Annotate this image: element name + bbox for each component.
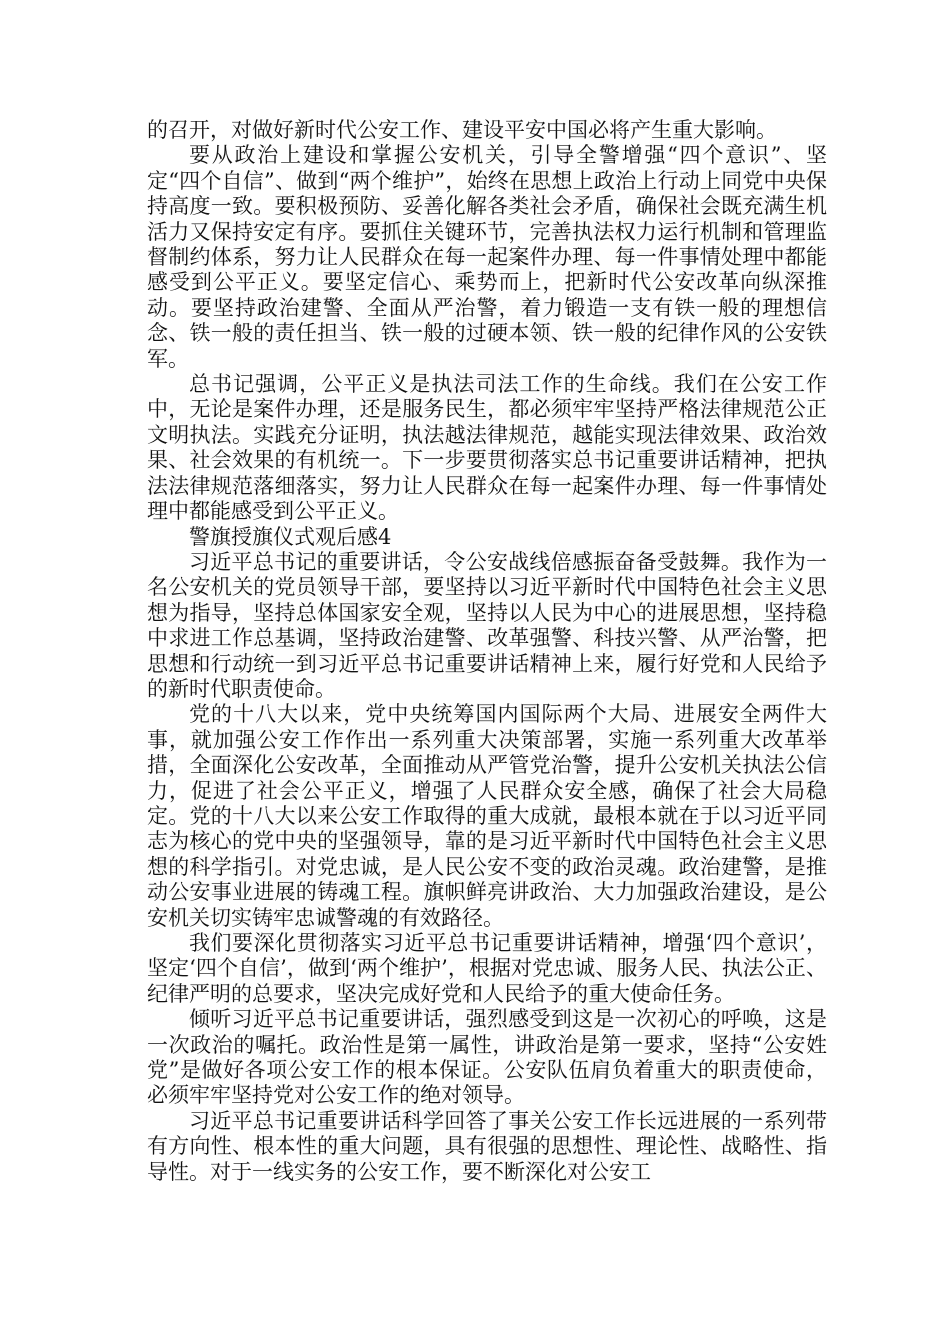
paragraph: 党的十八大以来，党中央统筹国内国际两个大局、进展安全两件大事，就加强公安工作作出一系列重大决策部署，实施一系列重大改革举措，全面深化公安改革，全面推动从严管党治警，提升公安机关执法公信力，促进了社会公平正义，增强了人民群众安全感，确保了社会大局稳定。党的十八大以来公安工作取得的重大成就，最根本就在于以习近平同志为核心的党中央的坚强领导，靠的是习近平新时代中国特色社会主义思想的科学指引。对党忠诚，是人民公安不变的政治灵魂。政治建警，是推动公安事业进展的铸魂工程。旗帜鲜亮讲政治、大力加强政治建设，是公安机关切实铸牢忠诚警魂的有效路径。	[147, 702, 827, 930]
paragraph: 要从政治上建设和掌握公安机关，引导全警增强“四个意识”、坚定“四个自信”、做到“两个维护”，始终在思想上政治上行动上同党中央保持高度一致。要积极预防、妥善化解各类社会矛盾，确保社会既充满生机活力又保持安定有序。要抓住关键环节，完善执法权力运行机制和管理监督制约体系，努力让人民群众在每一起案件办理、每一件事情处理中都能感受到公平正义。要坚定信心、乘势而上，把新时代公安改革向纵深推动。要坚持政治建警、全面从严治警，着力锻造一支有铁一般的理想信念、铁一般的责任担当、铁一般的过硬本领、铁一般的纪律作风的公安铁军。	[147, 143, 827, 371]
paragraph-continuation: 的召开，对做好新时代公安工作、建设平安中国必将产生重大影响。	[147, 118, 777, 142]
paragraph: 习近平总书记重要讲话科学回答了事关公安工作长远进展的一系列带有方向性、根本性的重大问题，具有很强的思想性、理论性、战略性、指导性。对于一线实务的公安工作，要不断深化对公安工	[147, 1108, 827, 1184]
paragraph: 总书记强调，公平正义是执法司法工作的生命线。我们在公安工作中，无论是案件办理，还是服务民生，都必须牢牢坚持严格法律规范公正文明执法。实践充分证明，执法越法律规范，越能实现法律效果、政治效果、社会效果的有机统一。下一步要贯彻落实总书记重要讲话精神，把执法法律规范落细落实，努力让人民群众在每一起案件办理、每一件事情处理中都能感受到公平正义。	[147, 372, 827, 524]
paragraph: 倾听习近平总书记重要讲话，强烈感受到这是一次初心的呼唤，这是一次政治的嘱托。政治性是第一属性，讲政治是第一要求，坚持“公安姓党”是做好各项公安工作的根本保证。公安队伍肩负着重大的职责使命，必须牢牢坚持党对公安工作的绝对领导。	[147, 1007, 827, 1108]
document-body	[147, 118, 827, 1185]
section-heading: 警旗授旗仪式观后感4	[189, 524, 392, 549]
paragraph: 习近平总书记的重要讲话，令公安战线倍感振奋备受鼓舞。我作为一名公安机关的党员领导干部，要坚持以习近平新时代中国特色社会主义思想为指导，坚持总体国家安全观，坚持以人民为中心的进展思想，坚持稳中求进工作总基调，坚持政治建警、改革强警、科技兴警、从严治警，把思想和行动统一到习近平总书记重要讲话精神上来，履行好党和人民给予的新时代职责使命。	[147, 549, 827, 701]
paragraph: 我们要深化贯彻落实习近平总书记重要讲话精神，增强‘四个意识’，坚定‘四个自信’，做到‘两个维护’，根据对党忠诚、服务人民、执法公正、纪律严明的总要求，坚决完成好党和人民给予的重大使命任务。	[147, 931, 827, 1006]
